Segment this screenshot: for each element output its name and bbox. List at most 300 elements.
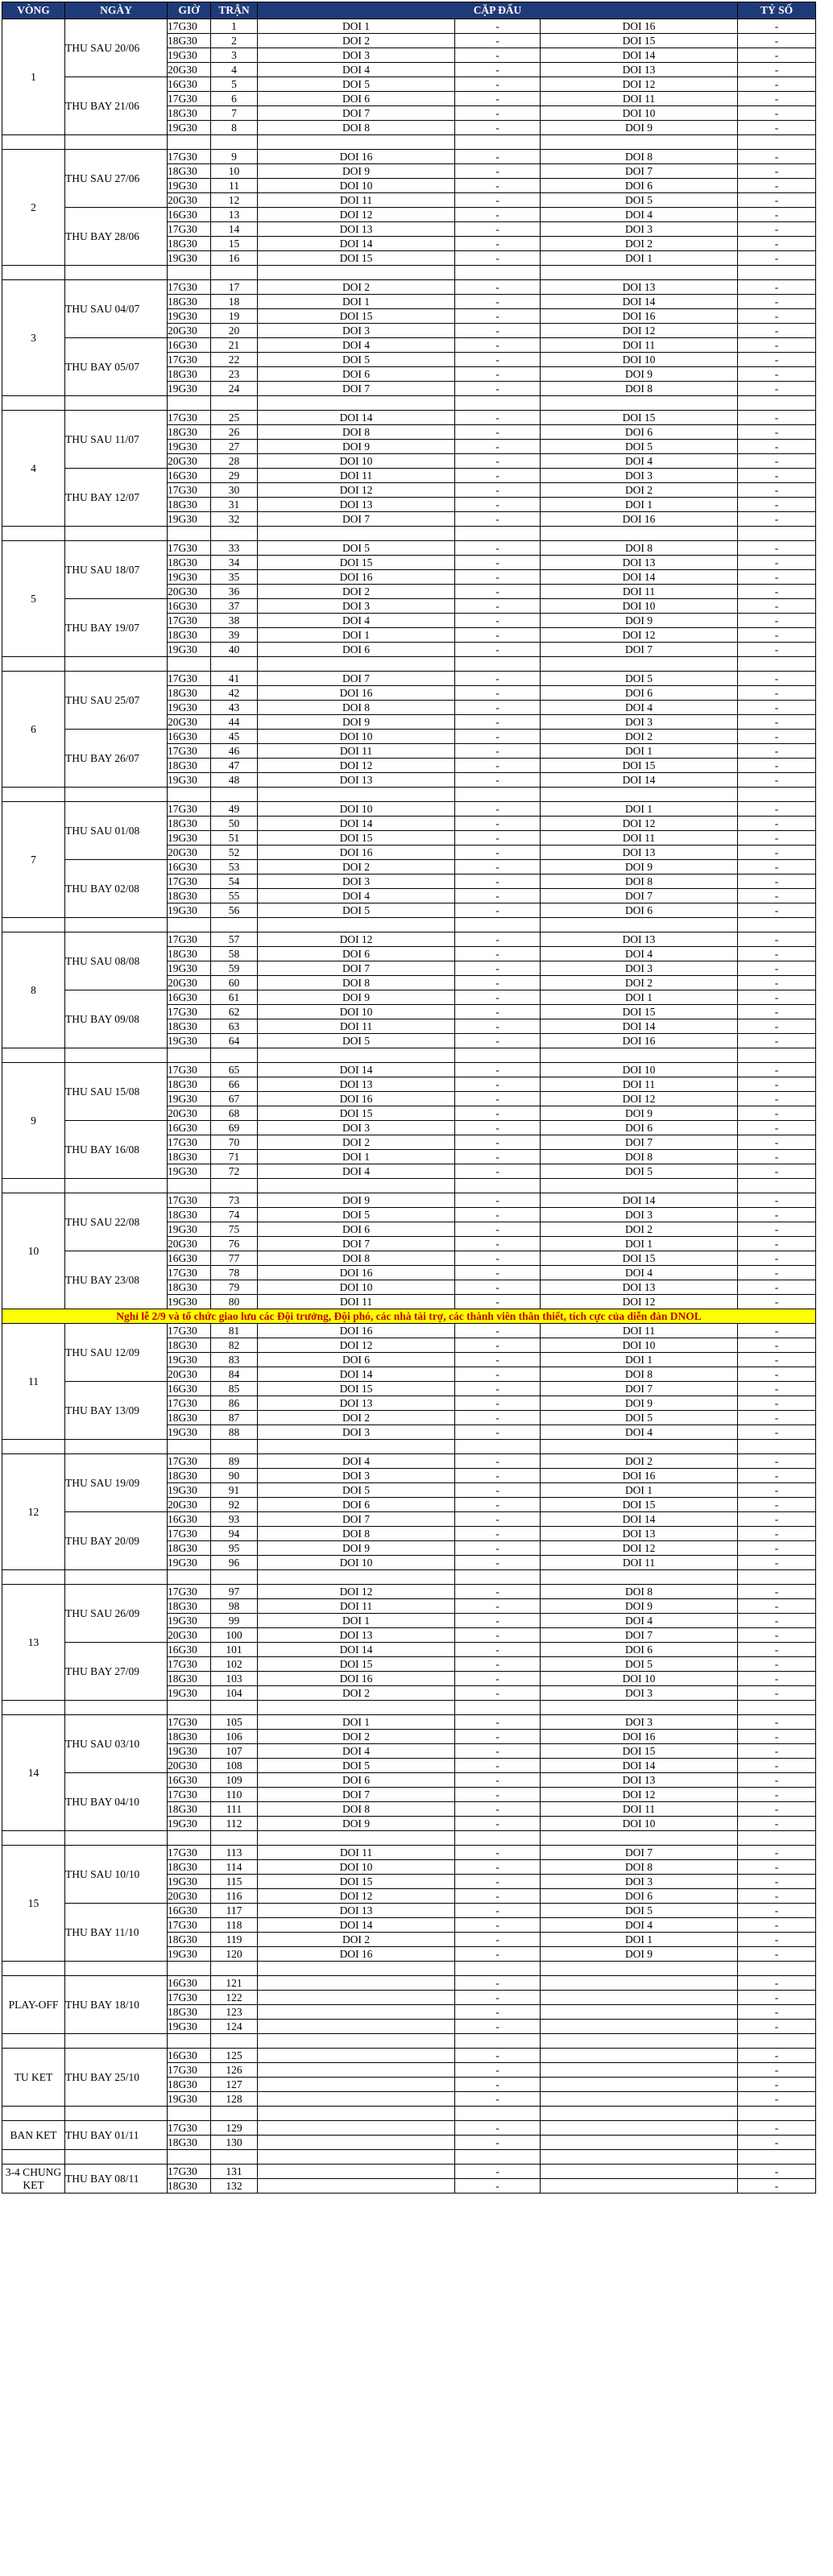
match-score: - (738, 1585, 816, 1599)
versus-dash: - (455, 1150, 541, 1164)
home-team: DOI 8 (258, 976, 455, 990)
away-team: DOI 13 (541, 932, 738, 947)
round-label: 6 (2, 672, 65, 788)
versus-dash: - (455, 1425, 541, 1440)
match-number: 56 (211, 903, 258, 918)
match-number: 44 (211, 715, 258, 730)
blank-cell (65, 527, 168, 541)
match-time: 19G30 (168, 773, 211, 788)
away-team: DOI 8 (541, 1860, 738, 1875)
away-team (541, 2092, 738, 2107)
versus-dash: - (455, 1237, 541, 1251)
blank-cell (168, 396, 211, 411)
match-score: - (738, 1512, 816, 1527)
match-date: THU BAY 23/08 (65, 1251, 168, 1309)
match-number: 65 (211, 1063, 258, 1077)
match-time: 20G30 (168, 1237, 211, 1251)
versus-dash: - (455, 324, 541, 338)
match-score: - (738, 1875, 816, 1889)
home-team: DOI 16 (258, 1266, 455, 1280)
match-time: 20G30 (168, 715, 211, 730)
blank-cell (65, 266, 168, 280)
home-team: DOI 5 (258, 541, 455, 556)
match-date: THU BAY 05/07 (65, 338, 168, 396)
home-team (258, 2063, 455, 2078)
home-team (258, 2078, 455, 2092)
match-time: 17G30 (168, 1005, 211, 1019)
versus-dash: - (455, 92, 541, 106)
versus-dash: - (455, 1628, 541, 1643)
blank-cell (258, 1048, 455, 1063)
versus-dash: - (455, 1556, 541, 1570)
versus-dash: - (455, 817, 541, 831)
blank-cell (211, 396, 258, 411)
round-separator (2, 527, 816, 541)
round-label: 11 (2, 1324, 65, 1440)
match-score: - (738, 1802, 816, 1817)
blank-cell (2, 1048, 65, 1063)
home-team (258, 2005, 455, 2020)
versus-dash: - (455, 1860, 541, 1875)
away-team: DOI 13 (541, 1527, 738, 1541)
blank-cell (65, 788, 168, 802)
versus-dash: - (455, 1643, 541, 1657)
versus-dash: - (455, 1338, 541, 1353)
away-team: DOI 14 (541, 1512, 738, 1527)
match-number: 80 (211, 1295, 258, 1309)
match-number: 82 (211, 1338, 258, 1353)
match-number: 114 (211, 1860, 258, 1875)
blank-cell (541, 2107, 738, 2121)
round-separator (2, 266, 816, 280)
match-score: - (738, 121, 816, 135)
match-score: - (738, 382, 816, 396)
blank-cell (738, 135, 816, 150)
versus-dash: - (455, 1759, 541, 1773)
versus-dash: - (455, 628, 541, 643)
versus-dash: - (455, 425, 541, 440)
match-time: 19G30 (168, 1092, 211, 1106)
versus-dash: - (455, 193, 541, 208)
round-label: 8 (2, 932, 65, 1048)
home-team: DOI 15 (258, 309, 455, 324)
away-team: DOI 3 (541, 222, 738, 237)
versus-dash: - (455, 1933, 541, 1947)
header-ngay: NGÀY (65, 2, 168, 19)
away-team: DOI 15 (541, 34, 738, 48)
match-time: 18G30 (168, 1469, 211, 1483)
home-team: DOI 15 (258, 251, 455, 266)
match-number: 20 (211, 324, 258, 338)
match-score: - (738, 1643, 816, 1657)
versus-dash: - (455, 222, 541, 237)
match-score: - (738, 2049, 816, 2063)
match-score: - (738, 1280, 816, 1295)
match-time: 19G30 (168, 1353, 211, 1367)
match-score: - (738, 512, 816, 527)
versus-dash: - (455, 541, 541, 556)
versus-dash: - (455, 2179, 541, 2194)
match-score: - (738, 541, 816, 556)
match-row (2, 77, 816, 92)
match-time: 19G30 (168, 570, 211, 585)
home-team: DOI 2 (258, 860, 455, 875)
blank-cell (2, 135, 65, 150)
match-score: - (738, 585, 816, 599)
away-team: DOI 11 (541, 92, 738, 106)
blank-cell (65, 2150, 168, 2165)
match-score: - (738, 440, 816, 454)
match-row (2, 1454, 816, 1469)
away-team: DOI 5 (541, 1657, 738, 1672)
blank-cell (211, 1179, 258, 1193)
match-time: 18G30 (168, 164, 211, 179)
match-score: - (738, 222, 816, 237)
match-row (2, 730, 816, 744)
away-team: DOI 7 (541, 1846, 738, 1860)
match-score: - (738, 990, 816, 1005)
match-score: - (738, 1469, 816, 1483)
away-team: DOI 3 (541, 961, 738, 976)
versus-dash: - (455, 2092, 541, 2107)
match-score: - (738, 1860, 816, 1875)
away-team: DOI 10 (541, 1063, 738, 1077)
match-score: - (738, 1367, 816, 1382)
versus-dash: - (455, 846, 541, 860)
blank-cell (738, 266, 816, 280)
round-separator (2, 788, 816, 802)
match-score: - (738, 1846, 816, 1860)
blank-cell (2, 788, 65, 802)
home-team: DOI 8 (258, 1251, 455, 1266)
match-row (2, 338, 816, 353)
home-team: DOI 5 (258, 1759, 455, 1773)
match-number: 121 (211, 1976, 258, 1991)
away-team: DOI 3 (541, 469, 738, 483)
match-number: 11 (211, 179, 258, 193)
match-number: 71 (211, 1150, 258, 1164)
versus-dash: - (455, 773, 541, 788)
away-team: DOI 4 (541, 701, 738, 715)
home-team: DOI 6 (258, 643, 455, 657)
match-score: - (738, 1817, 816, 1831)
match-number: 92 (211, 1498, 258, 1512)
match-time: 18G30 (168, 2136, 211, 2150)
match-number: 64 (211, 1034, 258, 1048)
home-team: DOI 11 (258, 193, 455, 208)
away-team: DOI 13 (541, 1773, 738, 1788)
versus-dash: - (455, 614, 541, 628)
match-number: 16 (211, 251, 258, 266)
blank-cell (65, 396, 168, 411)
home-team (258, 2020, 455, 2034)
match-time: 18G30 (168, 1599, 211, 1614)
match-date: THU BAY 20/09 (65, 1512, 168, 1570)
match-number: 28 (211, 454, 258, 469)
away-team: DOI 2 (541, 1454, 738, 1469)
home-team: DOI 5 (258, 77, 455, 92)
match-score: - (738, 353, 816, 367)
home-team: DOI 1 (258, 1614, 455, 1628)
match-time: 19G30 (168, 1875, 211, 1889)
match-time: 17G30 (168, 1657, 211, 1672)
away-team: DOI 7 (541, 1628, 738, 1643)
away-team: DOI 8 (541, 150, 738, 164)
away-team: DOI 16 (541, 19, 738, 34)
home-team: DOI 16 (258, 846, 455, 860)
blank-cell (738, 1831, 816, 1846)
match-score: - (738, 324, 816, 338)
match-time: 20G30 (168, 1628, 211, 1643)
blank-cell (168, 1440, 211, 1454)
match-number: 97 (211, 1585, 258, 1599)
match-score: - (738, 1498, 816, 1512)
match-score: - (738, 1295, 816, 1309)
match-score: - (738, 1338, 816, 1353)
away-team: DOI 12 (541, 1295, 738, 1309)
match-score: - (738, 469, 816, 483)
home-team: DOI 2 (258, 1933, 455, 1947)
home-team: DOI 6 (258, 92, 455, 106)
match-score: - (738, 686, 816, 701)
away-team: DOI 13 (541, 1280, 738, 1295)
versus-dash: - (455, 1773, 541, 1788)
match-score: - (738, 1759, 816, 1773)
home-team: DOI 3 (258, 1469, 455, 1483)
away-team: DOI 6 (541, 686, 738, 701)
versus-dash: - (455, 570, 541, 585)
round-label: 15 (2, 1846, 65, 1962)
match-time: 19G30 (168, 961, 211, 976)
away-team: DOI 4 (541, 454, 738, 469)
match-score: - (738, 1933, 816, 1947)
match-number: 30 (211, 483, 258, 498)
away-team: DOI 10 (541, 1817, 738, 1831)
blank-cell (258, 2107, 455, 2121)
away-team: DOI 5 (541, 1164, 738, 1179)
match-score: - (738, 628, 816, 643)
match-time: 20G30 (168, 1889, 211, 1904)
match-score: - (738, 556, 816, 570)
versus-dash: - (455, 2121, 541, 2136)
blank-cell (211, 1701, 258, 1715)
match-number: 67 (211, 1092, 258, 1106)
match-date: THU SAU 08/08 (65, 932, 168, 990)
versus-dash: - (455, 77, 541, 92)
match-number: 120 (211, 1947, 258, 1962)
match-date: THU BAY 04/10 (65, 1773, 168, 1831)
home-team: DOI 11 (258, 1295, 455, 1309)
match-number: 37 (211, 599, 258, 614)
home-team: DOI 1 (258, 1150, 455, 1164)
match-number: 69 (211, 1121, 258, 1135)
match-time: 18G30 (168, 498, 211, 512)
away-team: DOI 9 (541, 860, 738, 875)
match-row (2, 1715, 816, 1730)
versus-dash: - (455, 730, 541, 744)
versus-dash: - (455, 686, 541, 701)
match-time: 17G30 (168, 353, 211, 367)
blank-cell (258, 1831, 455, 1846)
home-team: DOI 6 (258, 1222, 455, 1237)
holiday-notice: Nghỉ lễ 2/9 và tổ chức giao lưu các Đội trưởng, Đội phó, các nhà tài trợ, các thành viên thân thiết, tích cực của diễn đàn DNOL (2, 1309, 816, 1324)
versus-dash: - (455, 1715, 541, 1730)
match-score: - (738, 1411, 816, 1425)
blank-cell (258, 1179, 455, 1193)
versus-dash: - (455, 2049, 541, 2063)
away-team: DOI 6 (541, 1121, 738, 1135)
round-label: BAN KET (2, 2121, 65, 2150)
match-time: 16G30 (168, 208, 211, 222)
blank-cell (258, 1701, 455, 1715)
round-separator (2, 1570, 816, 1585)
blank-cell (65, 1570, 168, 1585)
match-score: - (738, 614, 816, 628)
match-number: 79 (211, 1280, 258, 1295)
home-team: DOI 16 (258, 1324, 455, 1338)
away-team: DOI 11 (541, 1802, 738, 1817)
away-team: DOI 9 (541, 1106, 738, 1121)
away-team: DOI 13 (541, 846, 738, 860)
match-time: 18G30 (168, 1150, 211, 1164)
versus-dash: - (455, 976, 541, 990)
away-team: DOI 9 (541, 1599, 738, 1614)
blank-cell (738, 788, 816, 802)
match-score: - (738, 2020, 816, 2034)
match-date: THU BAY 12/07 (65, 469, 168, 527)
home-team: DOI 11 (258, 1019, 455, 1034)
away-team: DOI 11 (541, 585, 738, 599)
match-score: - (738, 817, 816, 831)
home-team: DOI 12 (258, 1889, 455, 1904)
blank-cell (211, 2150, 258, 2165)
match-score: - (738, 1034, 816, 1048)
away-team: DOI 15 (541, 411, 738, 425)
away-team: DOI 6 (541, 1643, 738, 1657)
home-team: DOI 13 (258, 222, 455, 237)
away-team: DOI 4 (541, 1614, 738, 1628)
home-team: DOI 3 (258, 1121, 455, 1135)
away-team: DOI 9 (541, 121, 738, 135)
blank-cell (211, 918, 258, 932)
round-label: 7 (2, 802, 65, 918)
match-time: 17G30 (168, 280, 211, 295)
away-team: DOI 7 (541, 643, 738, 657)
blank-cell (258, 1440, 455, 1454)
home-team: DOI 12 (258, 759, 455, 773)
away-team: DOI 11 (541, 338, 738, 353)
match-time: 18G30 (168, 1860, 211, 1875)
match-date: THU BAY 27/09 (65, 1643, 168, 1701)
match-number: 76 (211, 1237, 258, 1251)
versus-dash: - (455, 208, 541, 222)
match-score: - (738, 730, 816, 744)
blank-cell (168, 1962, 211, 1976)
match-time: 19G30 (168, 1295, 211, 1309)
versus-dash: - (455, 1222, 541, 1237)
versus-dash: - (455, 1251, 541, 1266)
away-team (541, 2078, 738, 2092)
home-team: DOI 7 (258, 1512, 455, 1527)
header-tran: TRẬN (211, 2, 258, 19)
match-time: 18G30 (168, 1208, 211, 1222)
match-score: - (738, 34, 816, 48)
round-label: PLAY-OFF (2, 1976, 65, 2034)
round-separator (2, 396, 816, 411)
match-score: - (738, 744, 816, 759)
match-row (2, 541, 816, 556)
away-team: DOI 15 (541, 1744, 738, 1759)
blank-cell (211, 2034, 258, 2049)
round-separator (2, 918, 816, 932)
match-time: 18G30 (168, 628, 211, 643)
match-time: 16G30 (168, 599, 211, 614)
match-number: 81 (211, 1324, 258, 1338)
away-team: DOI 15 (541, 1498, 738, 1512)
match-number: 62 (211, 1005, 258, 1019)
match-row (2, 860, 816, 875)
versus-dash: - (455, 150, 541, 164)
match-number: 38 (211, 614, 258, 628)
away-team: DOI 13 (541, 280, 738, 295)
match-score: - (738, 2165, 816, 2179)
match-row (2, 1512, 816, 1527)
versus-dash: - (455, 1802, 541, 1817)
blank-cell (258, 2150, 455, 2165)
versus-dash: - (455, 1672, 541, 1686)
match-number: 101 (211, 1643, 258, 1657)
blank-cell (455, 1701, 541, 1715)
away-team: DOI 1 (541, 1483, 738, 1498)
away-team (541, 2179, 738, 2194)
header-cap-dau: CẶP ĐẤU (258, 2, 738, 19)
blank-cell (541, 788, 738, 802)
versus-dash: - (455, 1324, 541, 1338)
home-team: DOI 7 (258, 106, 455, 121)
match-row (2, 208, 816, 222)
match-score: - (738, 1237, 816, 1251)
blank-cell (455, 1962, 541, 1976)
match-number: 109 (211, 1773, 258, 1788)
blank-cell (258, 266, 455, 280)
home-team: DOI 12 (258, 208, 455, 222)
versus-dash: - (455, 237, 541, 251)
blank-cell (738, 1048, 816, 1063)
match-number: 45 (211, 730, 258, 744)
match-time: 17G30 (168, 1135, 211, 1150)
versus-dash: - (455, 860, 541, 875)
match-date: THU SAU 11/07 (65, 411, 168, 469)
match-time: 16G30 (168, 2049, 211, 2063)
round-label: 13 (2, 1585, 65, 1701)
blank-cell (541, 1440, 738, 1454)
match-date: THU BAY 09/08 (65, 990, 168, 1048)
versus-dash: - (455, 121, 541, 135)
match-score: - (738, 1889, 816, 1904)
match-score: - (738, 1251, 816, 1266)
match-score: - (738, 498, 816, 512)
match-number: 55 (211, 889, 258, 903)
match-score: - (738, 701, 816, 715)
versus-dash: - (455, 1077, 541, 1092)
match-time: 17G30 (168, 2063, 211, 2078)
home-team: DOI 8 (258, 1527, 455, 1541)
away-team (541, 2049, 738, 2063)
match-time: 19G30 (168, 1164, 211, 1179)
match-number: 34 (211, 556, 258, 570)
match-score: - (738, 251, 816, 266)
home-team: DOI 3 (258, 48, 455, 63)
